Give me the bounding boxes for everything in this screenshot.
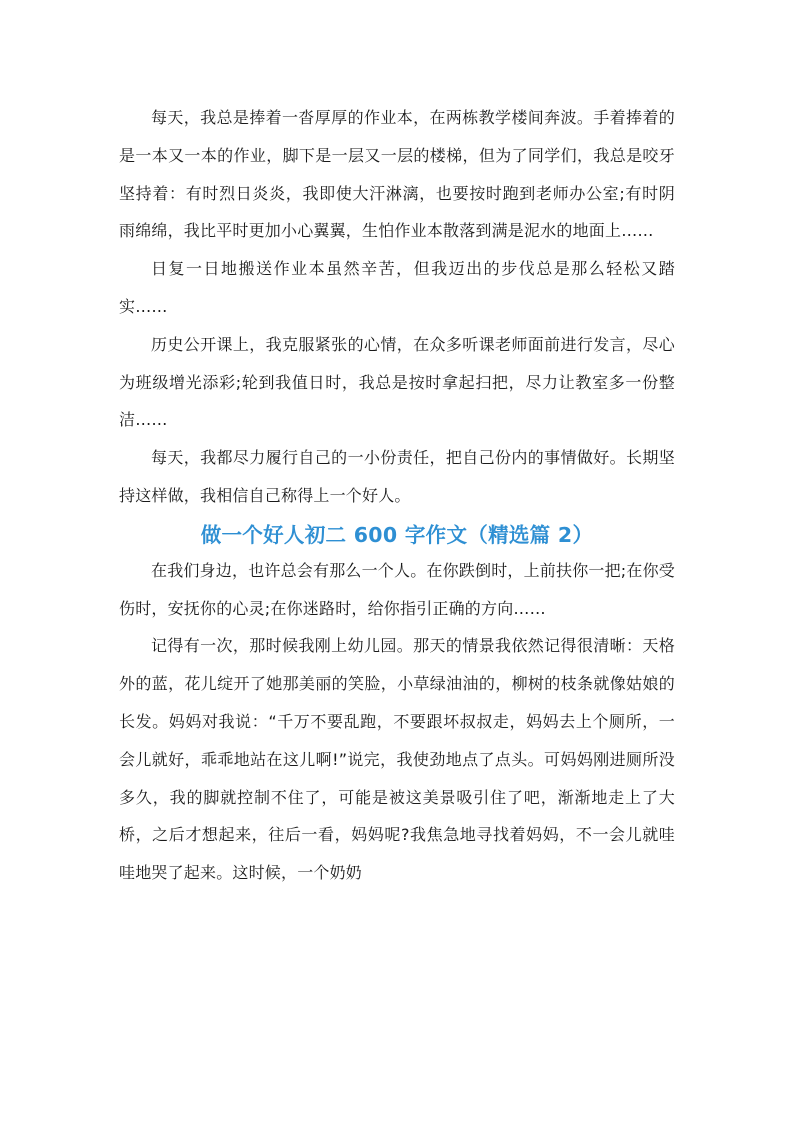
document-page [119, 99, 675, 892]
paragraph-3: 历史公开课上，我克服紧张的心情，在众多听课老师面前进行发言，尽心为班级增光添彩;轮到我值日时，我总是按时拿起扫把，尽力让教室多一份整洁…… [119, 334, 675, 430]
paragraph-2: 日复一日地搬送作业本虽然辛苦，但我迈出的步伐总是那么轻松又踏实…… [119, 259, 675, 316]
paragraph-1: 每天，我总是捧着一沓厚厚的作业本，在两栋教学楼间奔波。手着捧着的是一本又一本的作业，脚下是一层又一层的楼梯，但为了同学们，我总是咬牙坚持着：有时烈日炎炎，我即使大汗淋漓，也要按时跑到老师办公室;有时阴雨绵绵，我比平时更加小心翼翼，生怕作业本散落到满是泥水的地面上…… [119, 108, 675, 241]
paragraph-4: 每天，我都尽力履行自己的一小份责任，把自己份内的事情做好。长期坚持这样做，我相信自己称得上一个好人。 [119, 448, 675, 505]
paragraph-6: 记得有一次，那时候我刚上幼儿园。那天的情景我依然记得很清晰：天格外的蓝，花儿绽开了她那美丽的笑脸，小草绿油油的，柳树的枝条就像姑娘的长发。妈妈对我说：“千万不要乱跑，不要跟坏叔叔走，妈妈去上个厕所，一会儿就好，乖乖地站在这儿啊!”说完，我使劲地点了点头。可妈妈刚进厕所没多久，我的脚就控制不住了，可能是被这美景吸引住了吧，渐渐地走上了大桥，之后才想起来，往后一看，妈妈呢?我焦急地寻找着妈妈，不一会儿就哇哇地哭了起来。这时候，一个奶奶 [119, 636, 675, 883]
paragraph-5: 在我们身边，也许总会有那么一个人。在你跌倒时，上前扶你一把;在你受伤时，安抚你的心灵;在你迷路时，给你指引正确的方向…… [119, 560, 675, 618]
section-heading: 做一个好人初二 600 字作文（精选篇 2） [200, 522, 594, 547]
